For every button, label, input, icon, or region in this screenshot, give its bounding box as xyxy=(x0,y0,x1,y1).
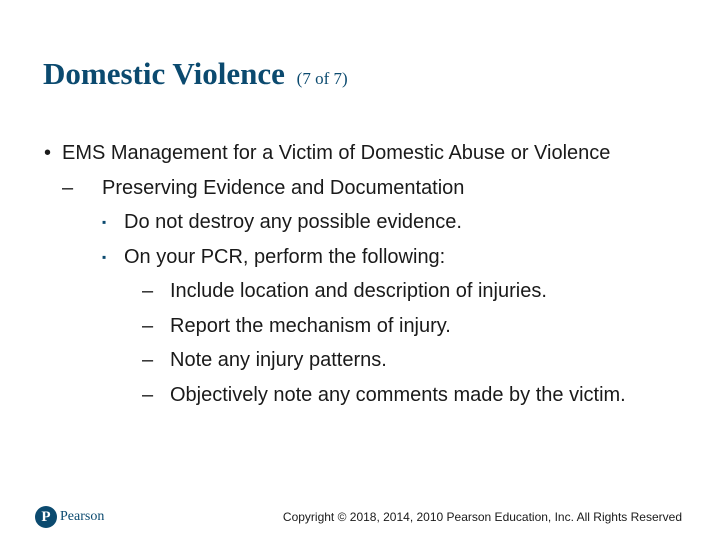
bullet-level4 xyxy=(44,309,684,344)
bullet-level4 xyxy=(44,274,684,309)
dash-icon: – xyxy=(142,280,154,302)
bullet-dot-icon: • xyxy=(44,142,52,164)
dash-icon: – xyxy=(142,314,154,337)
bullet-text: Preserving Evidence and Documentation xyxy=(102,176,465,199)
bullet-text: Report the mechanism of injury. xyxy=(170,314,451,337)
bullet-level3 xyxy=(44,205,684,240)
slide-title-main: Domestic Violence xyxy=(43,56,285,91)
slide-title xyxy=(43,56,348,92)
square-bullet-icon: ▪ xyxy=(102,249,107,264)
bullet-level3 xyxy=(44,240,684,275)
pearson-logo-text: Pearson xyxy=(60,509,105,524)
dash-icon: – xyxy=(142,383,154,406)
dash-icon: – xyxy=(142,349,154,371)
bullet-text: Note any injury patterns. xyxy=(170,349,387,371)
copyright-notice: Copyright © 2018, 2014, 2010 Pearson Education, Inc. All Rights Reserved xyxy=(282,510,682,524)
bullet-level4 xyxy=(44,343,684,378)
slide-content xyxy=(44,136,684,412)
bullet-level4 xyxy=(44,378,684,413)
pearson-logo-icon: P xyxy=(35,506,57,528)
bullet-text: Do not destroy any possible evidence. xyxy=(124,211,462,233)
bullet-text: Objectively note any comments made by the victim. xyxy=(170,383,626,406)
slide-title-counter: (7 of 7) xyxy=(296,69,348,88)
pearson-logo xyxy=(35,506,104,528)
bullet-level2 xyxy=(44,171,684,206)
bullet-text: EMS Management for a Victim of Domestic Abuse or Violence xyxy=(62,142,611,164)
bullet-text: Include location and description of injuries. xyxy=(170,280,547,302)
square-bullet-icon: ▪ xyxy=(102,215,107,229)
dash-icon: – xyxy=(62,176,74,199)
bullet-level1 xyxy=(44,136,684,171)
bullet-text: On your PCR, perform the following: xyxy=(124,245,446,268)
